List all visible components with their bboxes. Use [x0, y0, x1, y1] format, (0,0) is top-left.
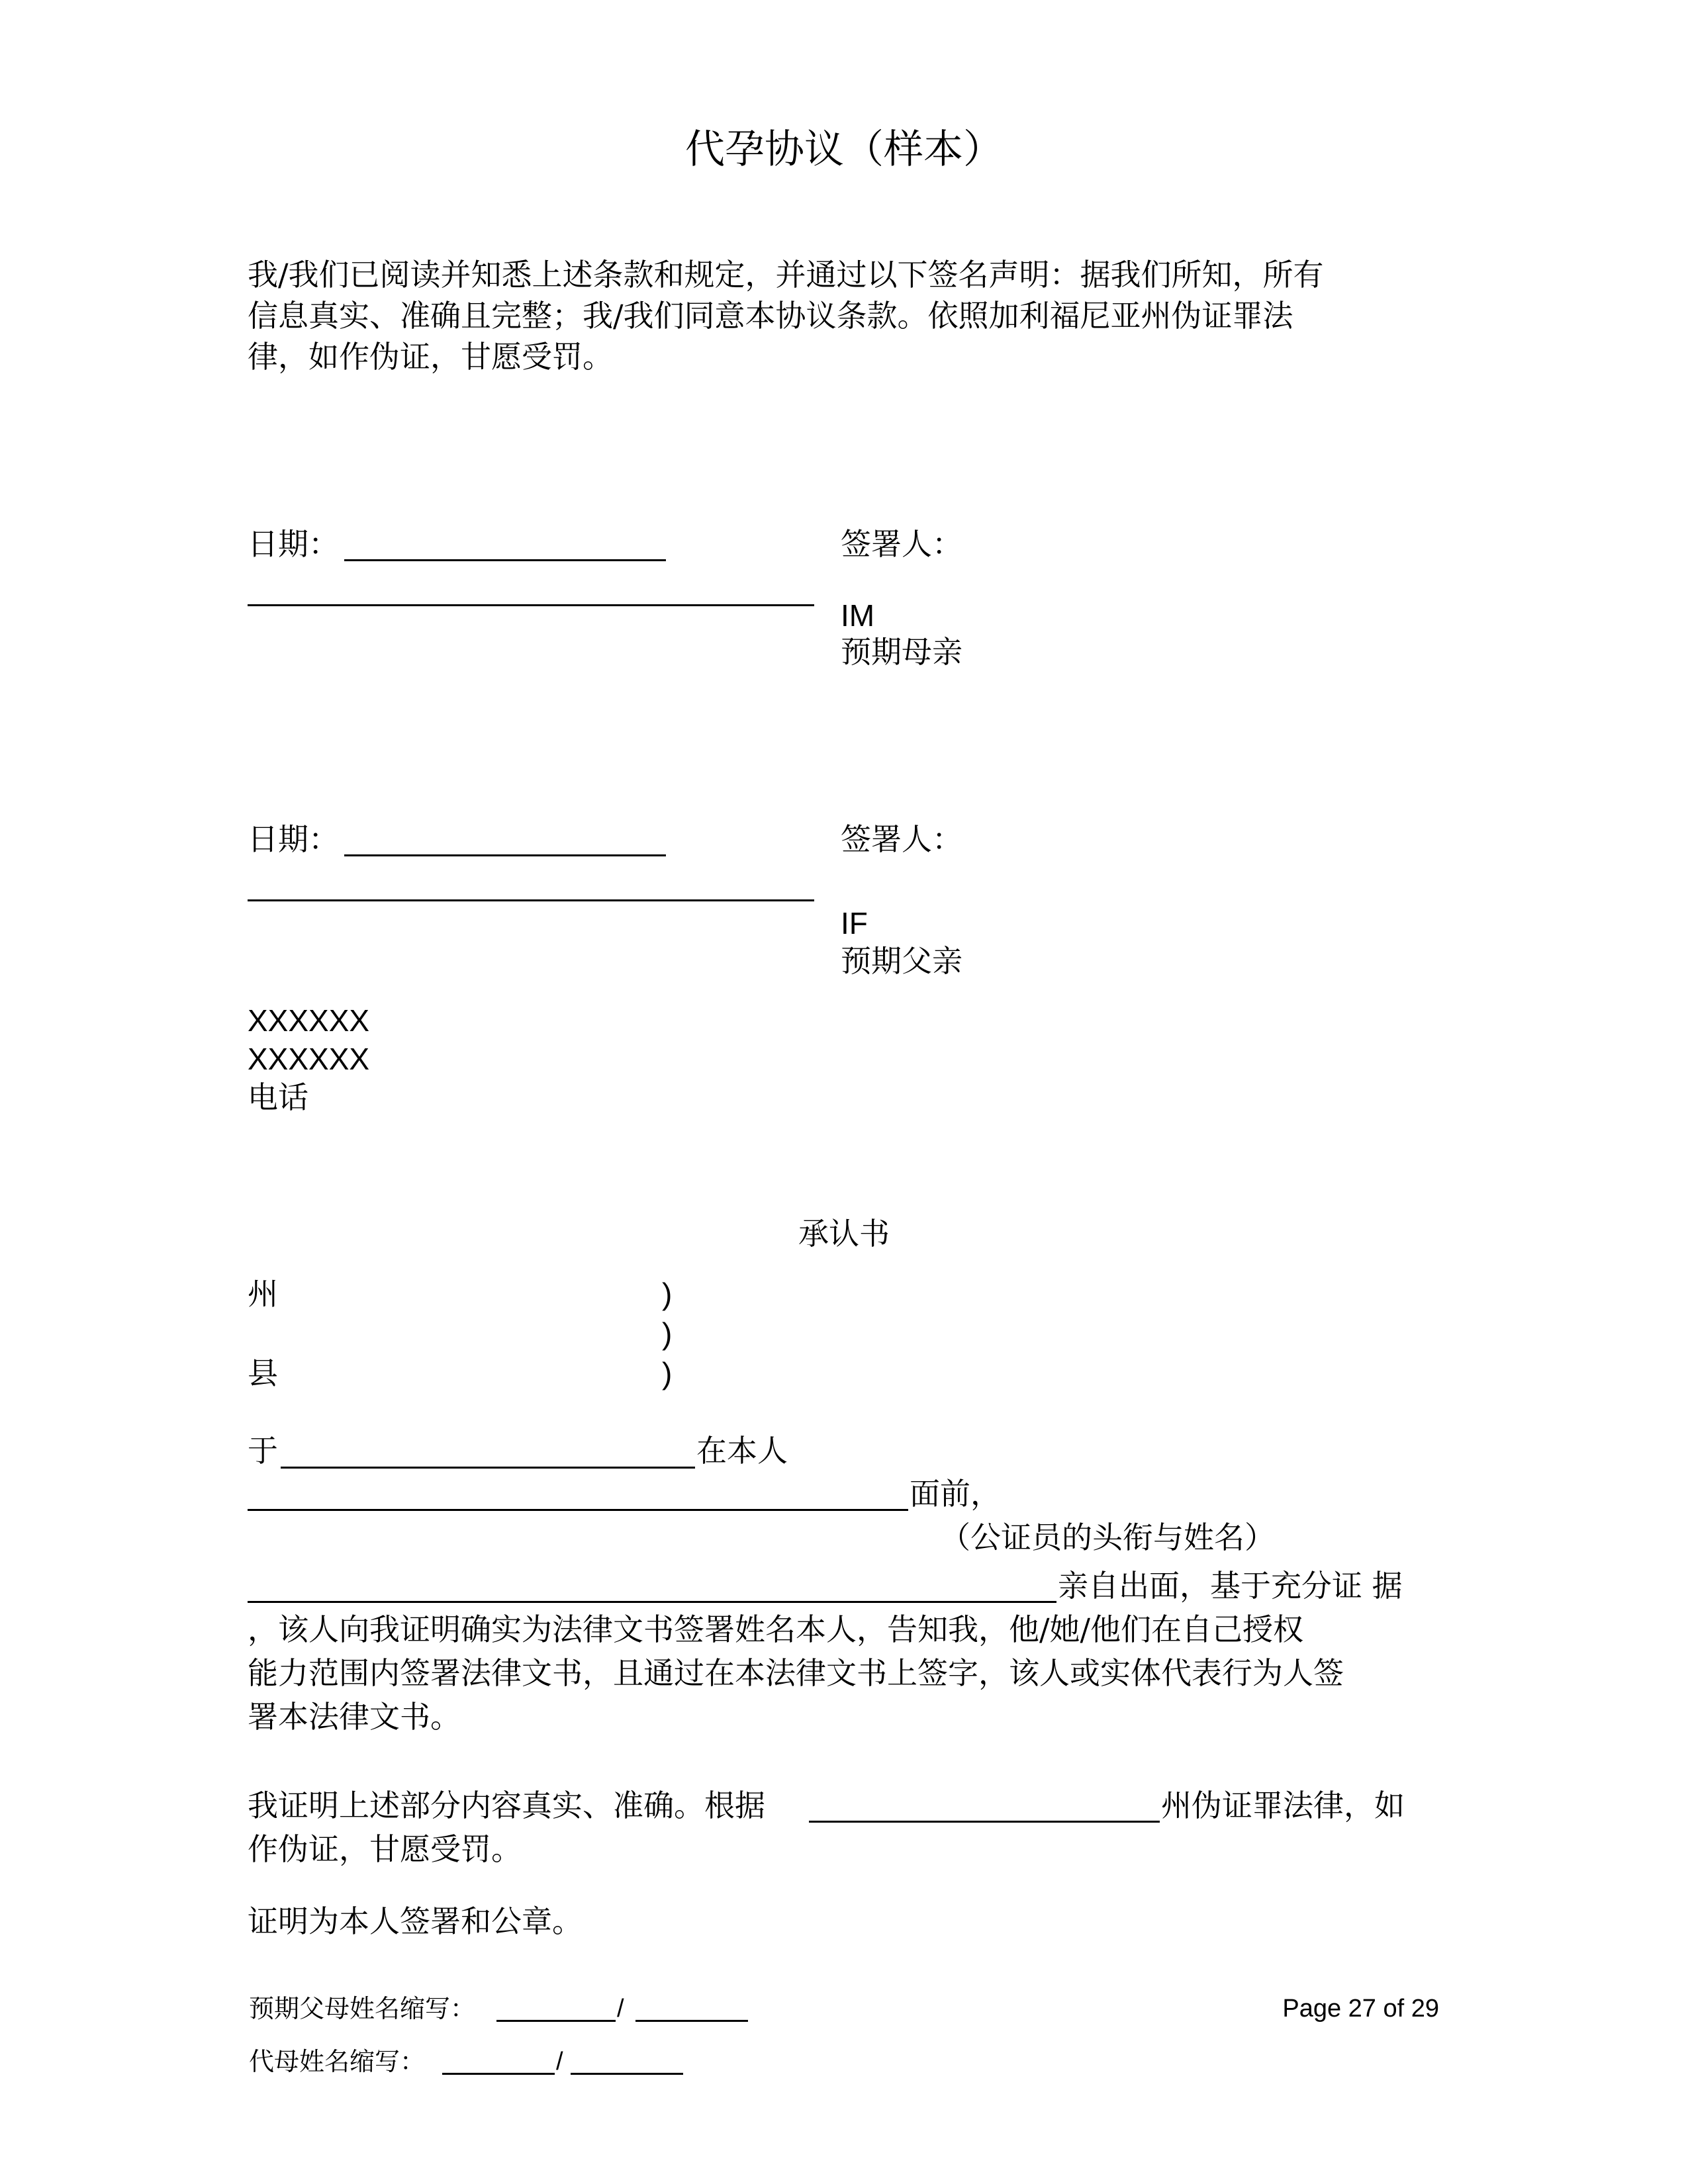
- date-label: 日期：: [248, 821, 339, 857]
- acknowledgment-heading: 承认书: [798, 1216, 890, 1251]
- signer-label: 签署人：: [841, 821, 962, 857]
- ack-body-line-3: 署本法律文书。: [248, 1699, 461, 1735]
- signer-role: 预期母亲: [841, 634, 962, 670]
- parents-initials-label: 预期父母姓名缩写：: [249, 1994, 476, 2023]
- signature-line[interactable]: [248, 899, 814, 901]
- declaration-line-3: 律，如作伪证，甘愿受罚。: [248, 339, 613, 375]
- certify-prefix: 我证明上述部分内容真实、准确。根据: [248, 1788, 765, 1823]
- witness-statement: 证明为本人签署和公章。: [248, 1903, 583, 1939]
- county-label: 县: [248, 1355, 278, 1391]
- parents-initials-field-2[interactable]: [635, 2020, 748, 2022]
- declaration-line-2: 信息真实、准确且完整；我/我们同意本协议条款。依照加利福尼亚州伪证罪法: [248, 298, 1293, 334]
- certify-line-2: 作伪证，甘愿受罚。: [248, 1831, 522, 1867]
- parents-initials-field-1[interactable]: [496, 2020, 616, 2022]
- date-label: 日期：: [248, 526, 339, 562]
- middle-paren: ): [662, 1316, 673, 1351]
- in-front-label: 面前，: [910, 1476, 1001, 1512]
- signature-line[interactable]: [248, 604, 814, 606]
- signer-label: 签署人：: [841, 526, 962, 562]
- county-paren: ): [662, 1356, 673, 1390]
- initials-slash: /: [556, 2048, 563, 2075]
- ack-body-line-2: 能力范围内签署法律文书，且通过在本法律文书上签字，该人或实体代表行为人签: [248, 1655, 1344, 1691]
- before-me-label: 在本人: [696, 1433, 788, 1469]
- date-field[interactable]: [344, 854, 666, 856]
- notary-name-field[interactable]: [248, 1509, 908, 1511]
- surrogate-initials-label: 代母姓名缩写：: [249, 2047, 426, 2076]
- on-prefix: 于: [248, 1433, 278, 1469]
- state-field[interactable]: [809, 1821, 1160, 1823]
- ack-body-line-1: ，该人向我证明确实为法律文书签署姓名本人，告知我，他/她/他们在自己授权: [248, 1612, 1303, 1647]
- surrogate-initials-field-1[interactable]: [442, 2073, 555, 2075]
- state-label: 州: [248, 1276, 278, 1312]
- declaration-line-1: 我/我们已阅读并知悉上述条款和规定，并通过以下签名声明：据我们所知，所有: [248, 257, 1324, 293]
- signer-role: 预期父亲: [841, 943, 962, 979]
- notary-caption: （公证员的头衔与姓名）: [940, 1520, 1275, 1555]
- contact-line-2: XXXXXX: [248, 1042, 370, 1076]
- appeared-suffix: 亲自出面，基于充分证 据: [1058, 1568, 1403, 1604]
- contact-line-1: XXXXXX: [248, 1003, 370, 1038]
- date-field[interactable]: [344, 559, 666, 561]
- surrogate-initials-field-2[interactable]: [571, 2073, 683, 2075]
- document-title: 代孕协议（样本）: [685, 126, 1003, 173]
- initials-slash: /: [617, 1995, 624, 2023]
- date-field[interactable]: [281, 1467, 695, 1469]
- appeared-name-field[interactable]: [248, 1601, 1056, 1603]
- page-number: Page 27 of 29: [1282, 1995, 1439, 2023]
- state-paren: ): [662, 1277, 673, 1311]
- contact-phone-label: 电话: [248, 1079, 308, 1115]
- signer-initials: IM: [841, 598, 875, 633]
- certify-suffix: 州伪证罪法律，如: [1161, 1788, 1405, 1823]
- signer-initials: IF: [841, 906, 868, 940]
